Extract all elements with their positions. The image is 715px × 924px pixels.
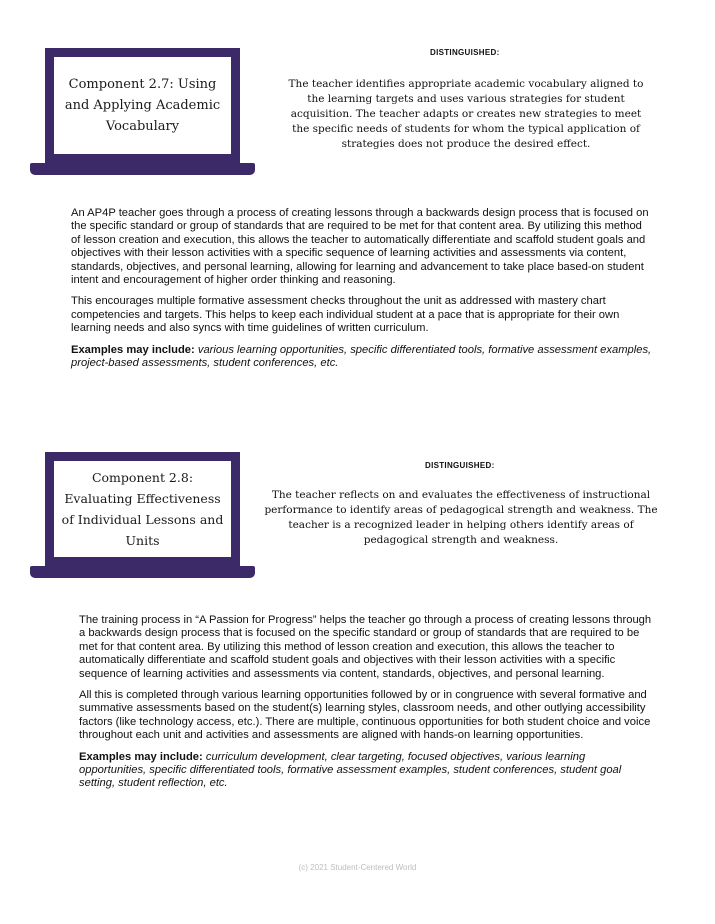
distinguished-label-2-8: DISTINGUISHED: <box>425 461 495 470</box>
paragraph: All this is completed through various learning opportunities followed by or in congruence with several formative and summative assessments based on the student(s) learning styles, classroom needs, and other outlying accessibility factors (like technology access, etc.). There are multiple, continuous opportunities for both student choice and voice throughout each unit and activities and assessments are aligned with hands-on learning opportunities. <box>79 689 651 742</box>
paragraph: This encourages multiple formative assessment checks throughout the unit as addressed with mastery chart competencies and targets. This helps to keep each individual student at a pace that is appropriate for their own learning needs and also syncs with time guidelines of written curriculum. <box>71 295 620 335</box>
component-2-7-body <box>71 207 653 378</box>
examples-text: curriculum development, clear targeting, focused objectives, various learning opportunities, specific differentiated tools, formative assessment examples, student conferences, student goal setting, student reflection, etc. <box>79 750 622 790</box>
paragraph: An AP4P teacher goes through a process of creating lessons through a backwards design process that is focused on the specific standard or group of standards that are required to be met for that content area. By utilizing this method of lesson creation and execution, this allows the teacher to automatically differentiate and scaffold student goals and objectives with their lesson activities with a specific sequence of learning activities and assessments via content, standards, objectives, and personal learning, allowing for learning and advancement to take place based-on student intent and encouragement of higher order thinking and reasoning. <box>71 207 649 287</box>
component-2-8-laptop-base <box>30 566 255 578</box>
distinguished-label-2-7: DISTINGUISHED: <box>430 48 500 57</box>
examples-list <box>71 344 653 371</box>
distinguished-text-2-7: The teacher identifies appropriate academic vocabulary aligned to the learning targets and uses various strategies for student acquisition. The teacher adapts or creates new strategies to meet the specific needs of students for whom the typical application of strategies does not produce the desired effect. <box>288 78 644 150</box>
component-2-7-screen <box>45 48 240 163</box>
paragraph: The training process in “A Passion for Progress” helps the teacher go through a process of creating lessons through a backwards design process that is focused on the specific standard or group of standards that are required to be met for that content area. By utilizing this method of lesson creation and execution, this allows the teacher to automatically differentiate and scaffold student goals and objectives with their lesson activities with a specific sequence of learning activities and assessments via content, standards, objectives, and personal learning. <box>79 614 652 680</box>
component-2-7-title: Component 2.7: Using and Applying Academic Vocabulary <box>64 77 221 134</box>
examples-label: Examples may include: <box>79 750 206 763</box>
component-2-8-title: Component 2.8: Evaluating Effectiveness of Individual Lessons and Units <box>61 470 224 548</box>
distinguished-text-2-8: The teacher reflects on and evaluates the effectiveness of instructional performance to identify areas of pedagogical strength and weakness. The teacher is a recognized leader in helping others identify areas of pedagogical strength and weakness. <box>264 489 658 546</box>
examples-list <box>79 751 653 791</box>
component-2-8-body <box>79 614 653 799</box>
component-2-7-laptop-base <box>30 163 255 175</box>
component-2-8-screen <box>45 452 240 566</box>
copyright-footer: (c) 2021 Student-Centered World <box>298 863 417 872</box>
examples-text: various learning opportunities, specific differentiated tools, formative assessment examples, project-based assessments, student conferences, etc. <box>71 343 652 370</box>
examples-label: Examples may include: <box>71 343 198 356</box>
